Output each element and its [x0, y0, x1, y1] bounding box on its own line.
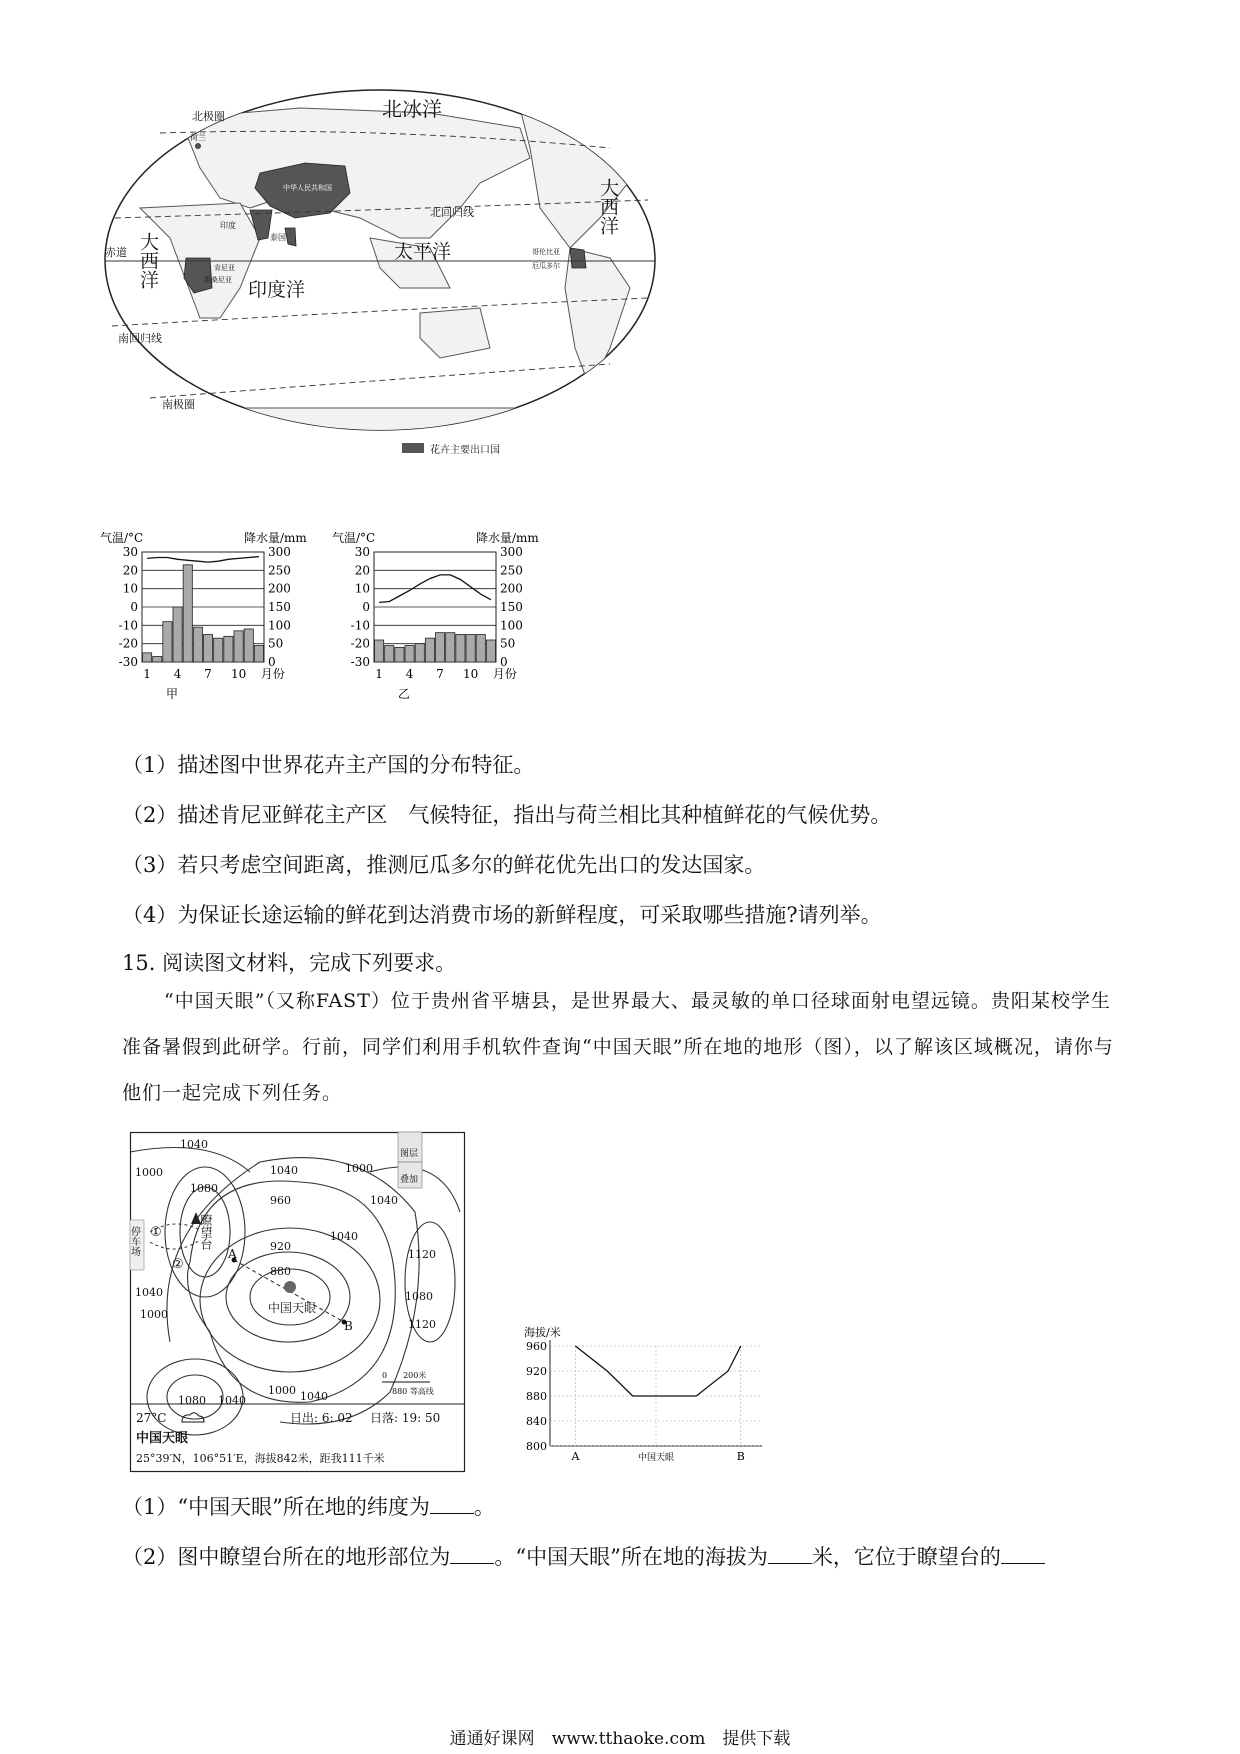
y-tick: 880 — [526, 1390, 547, 1403]
precip-bar — [183, 565, 192, 662]
y-tick: 920 — [526, 1365, 547, 1378]
precip-tick: 200 — [500, 581, 523, 596]
precip-tick: 150 — [268, 600, 291, 614]
precip-bar — [446, 633, 455, 662]
temp-tick: 20 — [354, 563, 370, 578]
temp-tick: 10 — [354, 581, 370, 596]
month-tick: 4 — [405, 667, 414, 681]
precip-bar — [405, 646, 414, 663]
climate-chart-1 — [100, 530, 307, 701]
contour-label: 880 — [270, 1265, 291, 1278]
x-tick: 中国天眼 — [637, 1453, 675, 1463]
temp-tick: -30 — [118, 655, 138, 669]
precip-tick: 150 — [500, 600, 523, 614]
atlantic-east-label: 大西洋 — [597, 178, 619, 235]
info-detail: 25°39′N，106°51′E，海拔842米，距我111千米 — [136, 1452, 385, 1465]
kenya-label: 肯尼亚 — [214, 264, 235, 272]
netherlands-dot — [196, 144, 201, 149]
tropic-capricorn-label: 南回归线 — [118, 332, 162, 345]
page-footer: 通通好课网 www.tthaoke.com 提供下载 — [449, 1729, 791, 1749]
legend-swatch — [402, 443, 424, 453]
precip-bar — [466, 635, 475, 663]
arctic-circle-label: 北极圈 — [192, 110, 225, 123]
precip-bar — [214, 638, 223, 662]
precip-bar — [224, 636, 233, 662]
temp-tick: -10 — [350, 618, 370, 633]
x-tick: B — [736, 1450, 745, 1463]
netherlands-label: 荷兰 — [190, 133, 206, 142]
question-15-2-text-c: 米，它位于瞭望台的 — [811, 1545, 1001, 1569]
temp-tick: 10 — [122, 581, 138, 596]
y-axis-label: 海拔/米 — [524, 1326, 561, 1339]
contour-label: 1000 — [268, 1384, 296, 1397]
sunrise-text: 日出: 6: 02 — [290, 1411, 353, 1425]
precip-bar — [143, 653, 152, 662]
precip-bar — [476, 635, 485, 663]
precip-bar — [173, 607, 182, 662]
x-tick: A — [571, 1450, 580, 1463]
temp-tick: -30 — [350, 655, 370, 669]
point-b-label: B — [344, 1319, 353, 1333]
equator-label: 赤道 — [105, 246, 127, 259]
contour-label: 1120 — [408, 1248, 436, 1261]
precip-bar — [415, 644, 424, 662]
precip-tick: 300 — [268, 545, 291, 559]
colombia-ecuador-shape — [570, 248, 586, 268]
contour-label: 1120 — [408, 1318, 436, 1331]
contour-label: 1000 — [345, 1162, 373, 1175]
answer-blank[interactable] — [768, 1545, 812, 1564]
x-axis-label: 月份 — [260, 667, 285, 681]
contour-label: 1080 — [178, 1394, 206, 1407]
precip-bar — [193, 627, 202, 662]
contour-label: 1040 — [300, 1390, 328, 1403]
climate-chart-2 — [332, 530, 539, 701]
indian-ocean-label: 印度洋 — [248, 279, 306, 301]
month-tick: 10 — [230, 667, 247, 681]
precip-bar — [456, 635, 465, 663]
month-tick: 1 — [375, 667, 383, 681]
precip-bar — [486, 640, 495, 662]
contour-label: 1080 — [190, 1182, 218, 1195]
parking-label: 停车场 — [128, 1226, 140, 1256]
temp-tick: -20 — [118, 636, 138, 651]
answer-blank[interactable] — [1001, 1545, 1045, 1564]
precip-bar — [395, 647, 404, 662]
profile-chart — [520, 1322, 780, 1472]
precip-tick: 250 — [268, 563, 291, 578]
precip-bar — [385, 646, 394, 663]
antarctica-landmass — [100, 408, 660, 488]
temp-tick: 30 — [354, 545, 370, 559]
temp-tick: 20 — [122, 563, 138, 578]
contour-label: 1080 — [405, 1290, 433, 1303]
precip-bar — [436, 633, 445, 662]
precip-bar — [425, 638, 434, 662]
precip-bar — [204, 635, 213, 663]
precip-tick: 300 — [500, 545, 523, 559]
layer-button[interactable] — [398, 1132, 422, 1162]
precip-tick: 100 — [268, 618, 291, 633]
contour-label: 1000 — [140, 1308, 168, 1321]
chart-caption: 乙 — [397, 687, 411, 701]
x-axis-label: 月份 — [492, 667, 517, 681]
precip-tick: 0 — [268, 655, 276, 669]
precip-tick: 50 — [268, 636, 284, 651]
climate-charts — [100, 530, 620, 730]
temp-tick: -20 — [350, 636, 370, 651]
y-tick: 960 — [526, 1340, 547, 1353]
precip-tick: 50 — [500, 636, 516, 651]
precip-bar — [254, 646, 263, 663]
question-14-1: （1）描述图中世界花卉主产国的分布特征。 — [122, 753, 535, 777]
precip-tick: 200 — [268, 581, 291, 596]
scale-label: 0 200米 — [382, 1371, 427, 1380]
question-15-2-text-a: （2）图中瞭望台所在的地形部位为 — [122, 1545, 451, 1569]
route-1-label: ① — [150, 1225, 162, 1240]
answer-blank[interactable] — [430, 1495, 474, 1514]
question-15-2 — [122, 1542, 1045, 1572]
contour-label: 1040 — [370, 1194, 398, 1207]
contour-label: 920 — [270, 1240, 291, 1253]
left-axis-label: 气温/°C — [100, 531, 144, 545]
contour-label: 960 — [270, 1194, 291, 1207]
contour-label: 1040 — [330, 1230, 358, 1243]
precip-bar — [234, 631, 243, 662]
weather-text: 27°C — [136, 1411, 167, 1425]
india-label: 印度 — [220, 221, 236, 230]
precip-bar — [153, 657, 162, 663]
question-15-paragraph: “中国天眼”（又称FAST）位于贵州省平塘县，是世界最大、最灵敏的单口径球面射电望远镜。贵阳某校学生准备暑假到此研学。行前，同学们利用手机软件查询“中国天眼”所在地的地形（图），以了解该区域概况，请你与他们一起完成下列任务。 — [122, 990, 1114, 1104]
month-tick: 10 — [462, 667, 479, 681]
month-tick: 4 — [173, 667, 182, 681]
chart-caption: 甲 — [165, 687, 179, 701]
colombia-label: 哥伦比亚 — [532, 248, 560, 256]
contour-label: 1040 — [180, 1138, 208, 1151]
temp-tick: -10 — [118, 618, 138, 633]
question-15-1-text: （1）“中国天眼”所在地的纬度为 — [122, 1495, 430, 1519]
world-map — [100, 88, 660, 488]
arctic-ocean-label: 北冰洋 — [382, 97, 442, 121]
left-axis-label: 气温/°C — [332, 531, 376, 545]
question-15-2-text-b: 。“中国天眼”所在地的海拔为 — [494, 1545, 768, 1569]
contour-label: 1000 — [135, 1166, 163, 1179]
antarctic-circle-label: 南极圈 — [162, 398, 195, 411]
precip-tick: 0 — [500, 655, 508, 669]
precip-tick: 250 — [500, 563, 523, 578]
temp-tick: 0 — [130, 600, 138, 614]
question-14-4: （4）为保证长途运输的鲜花到达消费市场的新鲜程度，可采取哪些措施?请列举。 — [122, 903, 882, 927]
ecuador-label: 厄瓜多尔 — [532, 262, 560, 270]
temp-tick: 0 — [362, 600, 370, 614]
right-axis-label: 降水量/mm — [244, 531, 307, 545]
answer-blank[interactable] — [450, 1545, 494, 1564]
lookout-label: 瞭望台 — [199, 1214, 213, 1250]
fast-label: 中国天眼 — [268, 1301, 317, 1315]
contour-label: 1040 — [135, 1286, 163, 1299]
contour-label: 1040 — [270, 1164, 298, 1177]
question-15-1-end: 。 — [473, 1495, 495, 1519]
right-axis-label: 降水量/mm — [476, 531, 539, 545]
info-title: 中国天眼 — [136, 1431, 189, 1446]
contour-legend: 880 等高线 — [392, 1387, 434, 1396]
precip-tick: 100 — [500, 618, 523, 633]
precip-bar — [163, 622, 172, 662]
overlay-button[interactable] — [398, 1162, 422, 1188]
month-tick: 1 — [143, 667, 151, 681]
tropic-cancer-label: 北回归线 — [430, 206, 474, 219]
month-tick: 7 — [204, 667, 212, 681]
route-2-label: ② — [172, 1257, 184, 1272]
precip-bar — [244, 629, 253, 662]
pacific-ocean-label: 太平洋 — [394, 241, 452, 263]
thailand-label: 泰国 — [270, 233, 286, 242]
y-tick: 840 — [526, 1415, 547, 1428]
month-tick: 7 — [436, 667, 444, 681]
sunset-text: 日落: 19: 50 — [370, 1411, 441, 1425]
y-tick: 800 — [526, 1440, 547, 1453]
legend-label: 花卉主要出口国 — [430, 445, 500, 456]
precip-bar — [375, 640, 384, 662]
question-15-title: 15. 阅读图文材料，完成下列要求。 — [122, 951, 457, 975]
contour-label: 1040 — [218, 1394, 246, 1407]
overlay-button-label: 叠加 — [400, 1175, 419, 1185]
tanzania-label: 坦桑尼亚 — [204, 276, 232, 284]
layer-button-label: 图层 — [400, 1149, 419, 1159]
question-15-1 — [122, 1492, 495, 1522]
temp-tick: 30 — [122, 545, 138, 559]
question-14-2: （2）描述肯尼亚鲜花主产区 气候特征，指出与荷兰相比其种植鲜花的气候优势。 — [122, 803, 892, 827]
china-label: 中华人民共和国 — [283, 184, 332, 192]
question-14-3: （3）若只考虑空间距离，推测厄瓜多尔的鲜花优先出口的发达国家。 — [122, 853, 766, 877]
atlantic-west-label: 大西洋 — [137, 232, 159, 289]
point-a-label: A — [228, 1247, 237, 1261]
fast-marker-icon — [284, 1281, 296, 1293]
contour-map — [130, 1132, 465, 1472]
